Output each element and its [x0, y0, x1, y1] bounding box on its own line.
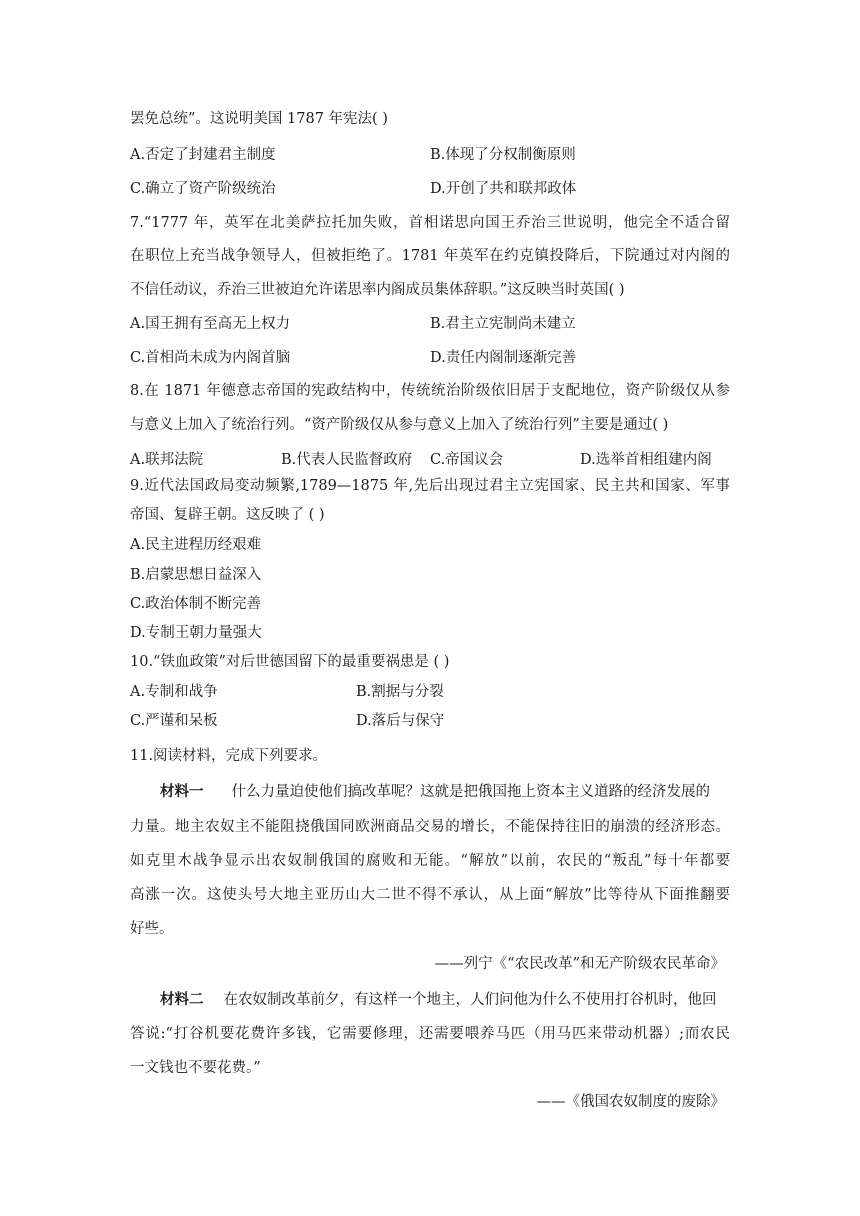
q7-option-a: A.国王拥有至高无上权力: [130, 316, 291, 332]
q7-stem-line-2: 在职位上充当战争领导人，但被拒绝了。1781 年英军在约克镇投降后，下院通过对内阁的: [130, 248, 730, 264]
q11-stem: 11.阅读材料，完成下列要求。: [130, 748, 328, 764]
q9-option-c: C.政治体制不断完善: [130, 596, 262, 612]
q9-stem-line-1: 9.近代法国政局变动频繁,1789—1875 年,先后出现过君主立宪国家、民主共和国家、军事: [130, 478, 730, 494]
q6-option-c: C.确立了资产阶级统治: [130, 181, 276, 197]
material-1-line-4: 高涨一次。这使头号大地主亚历山大二世不得不承认，从上面“解放”比等待从下面推翻要: [130, 887, 730, 903]
q6-option-b: B.体现了分权制衡原则: [430, 147, 576, 163]
q9-option-a: A.民主进程历经艰难: [130, 537, 262, 553]
material-2-line-2: 答说:“打谷机要花费许多钱，它需要修理，还需要喂养马匹（用马匹来带动机器）;而农民: [130, 1026, 730, 1042]
q9-option-b: B.启蒙思想日益深入: [130, 567, 262, 583]
q8-stem-line-1: 8.在 1871 年德意志帝国的宪政结构中，传统统治阶级依旧居于支配地位，资产阶级仅从参: [130, 383, 730, 399]
q8-option-c: C.帝国议会: [430, 452, 504, 468]
q6-option-d: D.开创了共和联邦政体: [430, 181, 577, 197]
material-1-label: 材料一: [160, 783, 204, 800]
material-1-line-1: 什么力量迫使他们搞改革呢？这就是把俄国拖上资本主义道路的经济发展的: [231, 784, 710, 800]
material-2-label: 材料二: [160, 991, 204, 1008]
q9-option-d: D.专制王朝力量强大: [130, 625, 262, 641]
material-1-line-5: 好些。: [130, 921, 174, 937]
q8-option-b: B.代表人民监督政府: [281, 452, 413, 468]
q7-stem-line-1: 7.“1777 年，英军在北美萨拉托加失败，首相诺思向国王乔治三世说明，他完全不适合留: [130, 215, 730, 231]
q10-stem: 10.“铁血政策”对后世德国留下的最重要祸患是 ( ): [130, 654, 450, 670]
material-2-line-3: 一文钱也不要花费。”: [130, 1060, 261, 1076]
material-2-line-1: 在农奴制改革前夕，有这样一个地主，人们问他为什么不使用打谷机时，他回: [223, 992, 717, 1008]
q7-option-c: C.首相尚未成为内阁首脑: [130, 350, 291, 366]
q7-stem-line-3: 不信任动议，乔治三世被迫允许诺思率内阁成员集体辞职。”这反映当时英国( ): [130, 282, 625, 298]
q8-stem-line-2: 与意义上加入了统治行列。“资产阶级仅从参与意义上加入了统治行列”主要是通过( ): [130, 417, 669, 433]
q8-option-d: D.选举首相组建内阁: [580, 452, 712, 468]
q10-option-a: A.专制和战争: [130, 684, 218, 700]
material-1-line-3: 如克里木战争显示出农奴制俄国的腐败和无能。“解放”以前，农民的“叛乱”每十年都要: [130, 853, 730, 869]
q10-option-c: C.严谨和呆板: [130, 713, 218, 729]
q11-material-1-first-line: [160, 782, 710, 802]
q7-option-d: D.责任内阁制逐渐完善: [430, 350, 577, 366]
q10-option-d: D.落后与保守: [356, 713, 445, 729]
q7-option-b: B.君主立宪制尚未建立: [430, 316, 576, 332]
q6-option-a: A.否定了封建君主制度: [130, 147, 276, 163]
q11-material-2-first-line: [160, 990, 717, 1010]
q10-option-b: B.割据与分裂: [356, 684, 444, 700]
q6-stem: 罢免总统”。这说明美国 1787 年宪法( ): [130, 111, 388, 127]
material-1-line-2: 力量。地主农奴主不能阻挠俄国同欧洲商品交易的增长，不能保持往旧的崩溃的经济形态。: [130, 819, 730, 835]
q8-option-a: A.联邦法院: [130, 452, 204, 468]
material-1-source: ——列宁《“农民改革”和无产阶级农民革命》: [434, 956, 725, 972]
q9-stem-line-2: 帝国、复辟王朝。这反映了 ( ): [130, 507, 325, 523]
material-2-source: ——《俄国农奴制度的废除》: [536, 1094, 725, 1110]
